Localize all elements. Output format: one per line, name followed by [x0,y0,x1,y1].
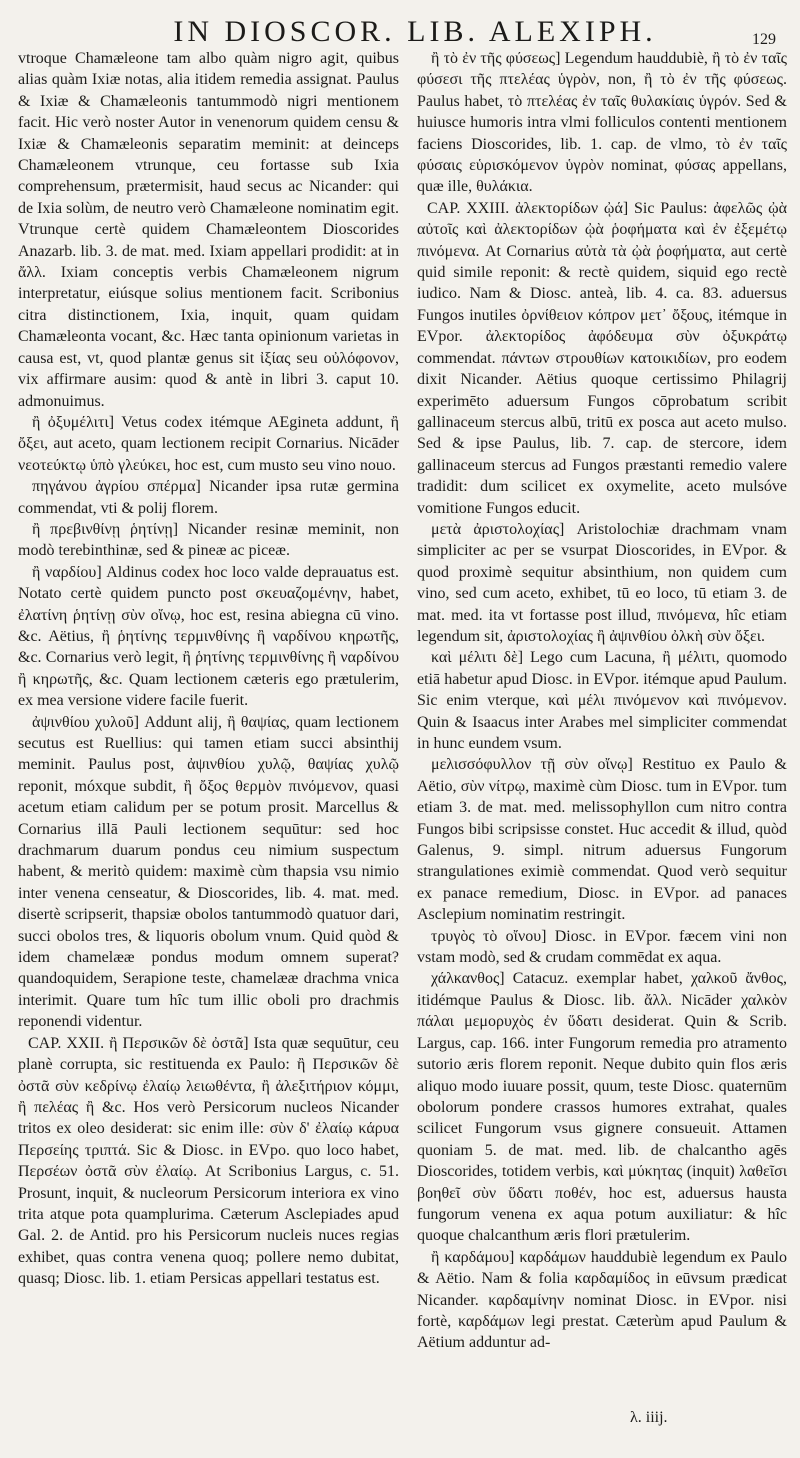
paragraph: καὶ μέλιτι δὲ] Lego cum Lacuna, ἢ μέλιτι, quomodo etiā habetur apud Diosc. in EVpor. itémque apud Paulum. Sic enim vterque, καὶ μέλι πινόμενον καὶ πινόμενον. Quin & Isaacus inter Arabes mel simpliciter commendat in hunc eundem vsum. [417,649,787,752]
paragraph: ἢ καρδάμου] καρδάμων hauddubiè legendum ex Paulo & Aëtio. Nam & folia καρδαμίδος in eūvsum prædicat Nicander. καρδαμίνην nominat Diosc. in EVpor. nisi fortè, καρδάμων legi prestat. Cæterùm apud Paulum & Aëtium adduntur ad- [417,1248,787,1352]
paragraph: vtroque Chamæleone tam albo quàm nigro agit, quibus alias quàm Ixiæ notas, alia itidem remedia assignat. Paulus & Ixiæ & Chamæleonis tantummodò nigri mentionem facit. Hic verò noster Autor in venenorum quidem censu & Ixiæ & Chamæleonis separatim meminit: at deinceps Chamæleonem vtrunque, ceu fortasse sub Ixia comprehensum, prætermisit, haud secus ac Nicander: qui de Ixia solùm, de neutro verò Chamæleone nominatim egit. Vtrunque certè quidem Chamæleontem Dioscorides Anazarb. lib. 3. de mat. med. Ixiam appellari prodidit: at in ἄλλ. Ixiam conceptis verbis Chamæleonem nigrum interpretatur, eiúsque solius mentionem facit. Scribonius citra distinctionem, Ixia, inquit, quam quidam Chamæleonta vocant, &c. Hæc tanta opinionum varietas in causa est, vt, quod plantæ genus sit ἰξίας seu οὐλόφονον, vix affirmare ausim: quod & antè in libri 3. caput 10. admonuimus. [18,50,399,410]
paragraph: ἢ ὀξυμέλιτι] Vetus codex itémque AEgineta addunt, ἢ ὄξει, aut aceto, quam lectionem recipit Cornarius. Nicāder νεοτεύκτῳ ὑπὸ γλεύκει, hoc est, cum musto seu vino nouo. [18,413,399,474]
paragraph: ἢ ναρδίου] Aldinus codex hoc loco valde deprauatus est. Notato certè quidem puncto post σκευαζομένην, habet, ἐλατίνη ῥητίνῃ σὺν οἴνῳ, hoc est, resina abiegna cū vino. &c. Aëtius, ἢ ῥητίνης τερμινθίνης ἢ ναρδίνου κηρωτῆς, &c. Cornarius verò legit, ἢ ῥητίνης τερμινθίνης ἢ ναρδίνου ἢ κηρωτῆς, &c. Quam lectionem cæteris ego prætulerim, ex mea versione videre facile fuerit. [18,563,399,710]
chapter-paragraph: CAP. XXII. ἢ Περσικῶν δὲ ὀστᾶ] Ista quæ sequūtur, ceu planè corrupta, sic restituenda ex Paulo: ἢ Περσικῶν δὲ ὀστᾶ σὺν κεδρίνῳ ἐλαίῳ λειωθέντα, ἢ ἀλεξιτήριον κόμμι, ἢ πελέας ἢ &c. Hos verò Persicorum nucleos Nicander tritos ex oleo desiderat: sic enim ille: σὺν δ' ἐλαίῳ κάρυα Περσείης τριπτά. Sic & Diosc. in EVpo. quo loco habet, Περσέων ὀστᾶ σὺν ἐλαίῳ. At Scribonius Largus, c. 51. Prosunt, inquit, & nucleorum Persicorum interiora ex vino trita atque pota quamplurima. Cæterum Asclepiades apud Gal. 2. de Antid. pro his Persicorum nucleis nuces regias exhibet, quas contra venena quoq; pollere nemo dubitat, quasq; Diosc. lib. 1. etiam Persicas appellari testatus est. [18,1034,399,1288]
running-title: IN DIOSCOR. LIB. ALEXIPH. [173,15,657,48]
paragraph: ἢ πρεβινθίνῃ ῥητίνῃ] Nicander resinæ meminit, non modò terebinthinæ, sed & pineæ ac piceæ. [18,520,399,560]
paragraph: μετὰ ἀριστολοχίας] Aristolochiæ drachmam vnam simpliciter ac per se vsurpat Dioscorides, in EVpor. & quod proximè sequitur absinthium, non quidem cum vino, sed cum aceto, exhibet, tū eo loco, tū etiam 3. de mat. med. ita vt fortasse post illud, πινόμενα, hîc etiam legendum sit, ἀριστολοχίας ἢ ἀψινθίου ὀλκὴ σὺν ὄξει. [417,520,787,645]
paragraph: χάλκανθος] Catacuz. exemplar habet, χαλκοῦ ἄνθος, itidémque Paulus & Diosc. lib. ἄλλ. Nicāder χαλκὸν πάλαι μεμορυχὸς ἐν ὕδατι desiderat. Quin & Scrib. Largus, cap. 166. inter Fungorum remedia pro atramento sutorio æris florem reponit. Neque dubito quin flos æris aliquo modo iuuare possit, quum, teste Diosc. quaternūm obolorum pondere crassos humores extrahat, quales scilicet Fungorum vsus gignere consueuit. Attamen quoniam 5. de mat. med. lib. de chalcantho agēs Dioscorides, totidem verbis, καὶ μύκητας (inquit) λαθεῖσι βοηθεῖ σὺν ὕδατι ποθέν, hoc est, aduersus hausta fungorum venena ex aqua potum auxiliatur: & hîc quoque chalcanthum æris flori prætulerim. [417,970,787,1245]
paragraph: πηγάνου ἀγρίου σπέρμα] Nicander ipsa rutæ germina commendat, vti & polij florem. [18,478,399,517]
right-column [417,48,787,1354]
page-number: 129 [752,31,776,48]
left-column [18,48,399,1290]
paragraph: ἀψινθίου χυλοῦ] Addunt alij, ἢ θαψίας, quam lectionem secutus est Ruellius: qui tamen etiam succi absinthij meminit. Paulus post, ἀψινθίου χυλῷ, θαψίας χυλῷ reponit, móxque subdit, ἢ ὄξος θερμὸν πινόμενον, quasi acetum etiam calidum per se potum prosit. Marcellus & Cornarius illā Pauli lectionem sequūtur: sed hoc drachmarum duarum pondus ceu nimium suspectum habent, & meritò quidem: maximè cùm thapsia vsu nimio inter venena censeatur, & Dioscorides, lib. 4. mat. med. disertè scripserit, thapsiæ obolos tantummodò quatuor dari, succi obolos tres, & liquoris obolum vnum. Quid quòd & idem chamelææ pondus modum omnem superat? quandoquidem, Serapione teste, chamelææ drachma vnica interimit. Quare tum hîc tum illic oboli pro drachmis reponendi videntur. [18,713,399,1031]
paragraph: τρυγὸς τὸ οἴνου] Diosc. in EVpor. fæcem vini non vstam modò, sed & crudam commēdat ex aqua. [417,927,787,967]
paragraph: μελισσόφυλλον τῇ σὺν οἴνῳ] Restituo ex Paulo & Aëtio, σὺν νίτρῳ, maximè cùm Diosc. tum in EVpor. tum etiam 3. de mat. med. melissophyllon cum nitro contra Fungos bibi scripsisse constet. Huc accedit & illud, quòd Galenus, 9. simpl. nitrum aduersus Fungorum strangulationes eximiè commendat. Quod verò sequitur ex panace remedium, Diosc. in EVpor. ad panaces Asclepium nominatim restringit. [417,756,787,924]
signature-mark: λ. iiij. [630,1409,668,1426]
chapter-paragraph: CAP. XXIII. ἀλεκτορίδων ᾠά] Sic Paulus: ἀφελῶς ᾠὰ αὐτοῖς καὶ ἀλεκτορίδων ᾠὰ ῥοφήματα καὶ ἐν ἐξεμέτῳ πινόμενα. At Cornarius αὐτὰ τὰ ᾠὰ ῥοφήματα, aut certè quid simile reponit: & rectè quidem, siquid ego rectè iudico. Nam & Diosc. anteà, lib. 4. ca. 83. aduersus Fungos inutiles ὀρνίθειον κόπρον μετ᾽ ὄξους, itémque in EVpor. ἀλεκτορίδος ἀφόδευμα σὺν ὀξυκράτῳ commendat. πάντων στρουθίων κατοικιδίων, pro eodem dixit Nicander. Aëtius quoque certissimo Philagrij experimēto aduersum Fungos cōprobatum scribit gallinaceum stercus albū, tritū ex posca aut aceto mulso. Sed & ipse Paulus, lib. 7. cap. de stercore, idem gallinaceum stercus ad Fungos præstanti remedio valere tradidit: dum scilicet ex oxymelite, aceto mulsóve vomitione Fungos educit. [417,199,787,517]
paragraph: ἢ τὸ ἐν τῆς φύσεως] Legendum hauddubiè, ἢ τὸ ἐν ταῖς φύσεσι τῆς πτελέας ὑγρὸν, non, ἢ τὸ ἐν τῆς φύσεως. Paulus habet, τὸ πτελέας ἐν ταῖς θυλακίαις ὑγρόν. Sed & huiusce humoris intra vlmi folliculos contenti mentionem faciens Dioscorides, lib. 1. cap. de vlmo, τὸ ἐν ταῖς φύσαις εὑρισκόμενον ὑγρὸν nominat, φύσας appellans, quæ ille, θυλάκια. [417,50,787,196]
